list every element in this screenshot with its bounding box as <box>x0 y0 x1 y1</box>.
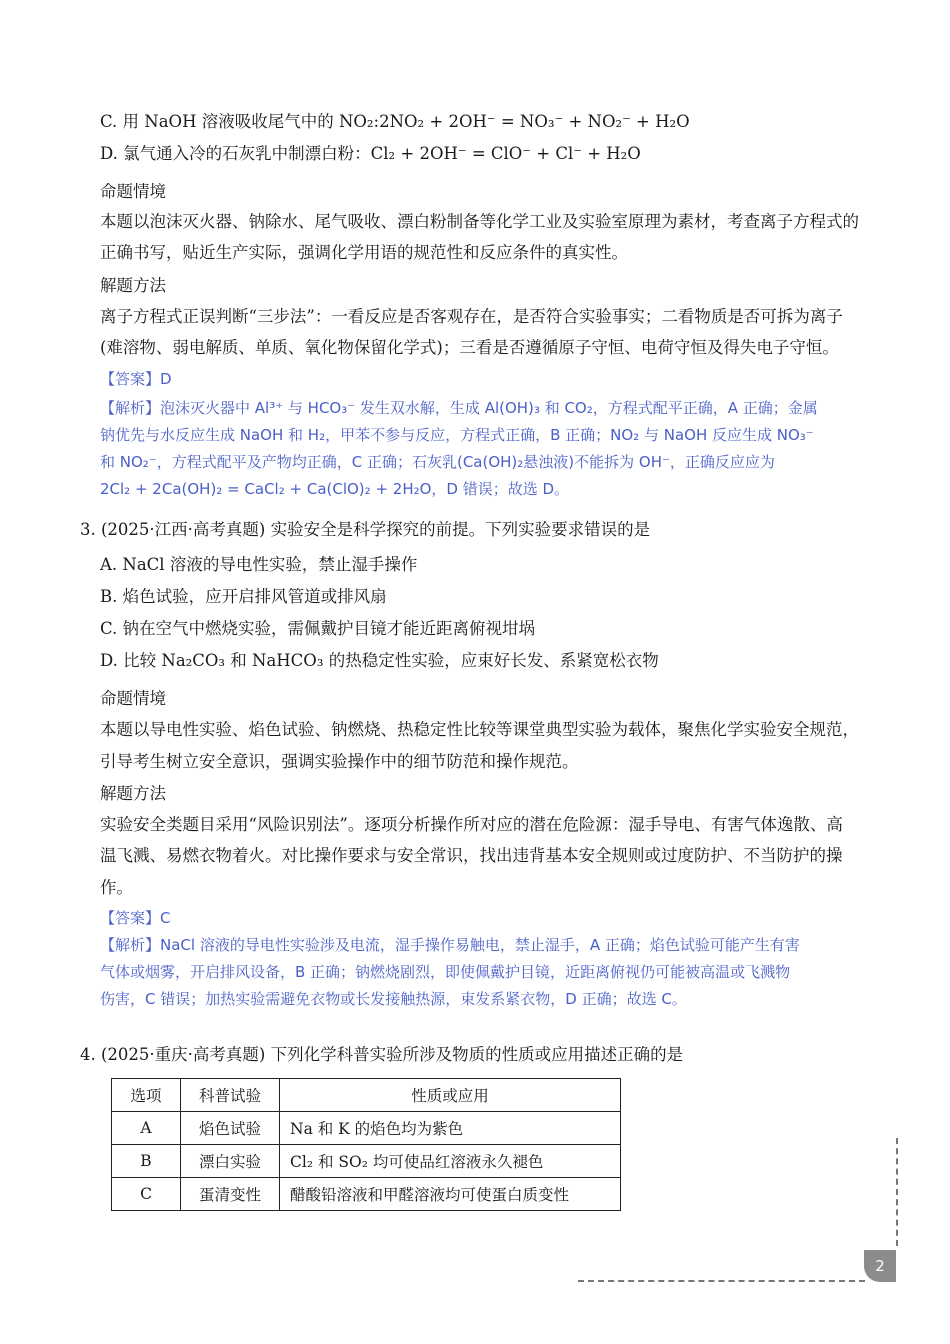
table-header-row <box>112 1079 621 1112</box>
q2-answer: 【答案】D <box>100 370 172 388</box>
q3-option-a: A. NaCl 溶液的导电性实验，禁止湿手操作 <box>100 555 418 574</box>
table-row <box>112 1145 621 1178</box>
q2-method-title: 解题方法 <box>100 276 166 295</box>
q3-method-line: 实验安全类题目采用“风险识别法”。逐项分析操作所对应的潜在危险源：湿手导电、有害气体逸散、高 <box>100 815 843 834</box>
q2-analysis-line: 和 NO₂⁻，方程式配平及产物均正确，C 正确；石灰乳(Ca(OH)₂悬浊液)不能拆为 OH⁻，正确反应应为 <box>100 453 775 471</box>
q3-analysis-line: 气体或烟雾，开启排风设备，B 正确；钠燃烧剧烈，即使佩戴护目镜，近距离俯视仍可能被高温或飞溅物 <box>100 963 791 981</box>
table-cell: 醋酸铅溶液和甲醛溶液均可使蛋白质变性 <box>280 1178 621 1211</box>
table-cell: 蛋清变性 <box>181 1178 280 1211</box>
q3-method-line: 作。 <box>100 878 133 897</box>
page-border-dashed <box>578 1280 865 1282</box>
q2-method-line: (难溶物、弱电解质、单质、氧化物保留化学式)；三看是否遵循原子守恒、电荷守恒及得失电子守恒。 <box>100 338 839 357</box>
q3-option-c: C. 钠在空气中燃烧实验，需佩戴护目镜才能近距离俯视坩埚 <box>100 619 536 638</box>
table-cell: 焰色试验 <box>181 1112 280 1145</box>
table-row <box>112 1178 621 1211</box>
q2-context-title: 命题情境 <box>100 182 166 201</box>
q3-option-b: B. 焰色试验，应开启排风管道或排风扇 <box>100 587 387 606</box>
q3-answer: 【答案】C <box>100 909 171 927</box>
q3-method-title: 解题方法 <box>100 784 166 803</box>
q2-analysis-line: 【解析】泡沫灭火器中 Al³⁺ 与 HCO₃⁻ 发生双水解，生成 Al(OH)₃ 和 CO₂，方程式配平正确，A 正确；金属 <box>100 399 818 417</box>
table-header: 选项 <box>112 1079 181 1112</box>
page-border-dashed <box>896 1138 898 1246</box>
q2-analysis-line: 2Cl₂ + 2Ca(OH)₂ = CaCl₂ + Ca(ClO)₂ + 2H₂O，D 错误；故选 D。 <box>100 480 570 498</box>
q2-context-line: 正确书写，贴近生产实际，强调化学用语的规范性和反应条件的真实性。 <box>100 243 628 262</box>
q2-method-line: 离子方程式正误判断“三步法”：一看反应是否客观存在，是否符合实验事实；二看物质是否可拆为离子 <box>100 307 843 326</box>
table-cell: Cl₂ 和 SO₂ 均可使品红溶液永久褪色 <box>280 1145 621 1178</box>
q3-context-line: 引导考生树立安全意识，强调实验操作中的细节防范和操作规范。 <box>100 752 579 771</box>
table-row <box>112 1112 621 1145</box>
q2-context-line: 本题以泡沫灭火器、钠除水、尾气吸收、漂白粉制备等化学工业及实验室原理为素材，考查离子方程式的 <box>100 212 859 231</box>
q3-method-line: 温飞溅、易燃衣物着火。对比操作要求与安全常识，找出违背基本安全规则或过度防护、不当防护的操 <box>100 846 843 865</box>
q3-context-title: 命题情境 <box>100 689 166 708</box>
table-cell: C <box>112 1178 181 1211</box>
q3-analysis-line: 伤害，C 错误；加热实验需避免衣物或长发接触热源，束发系紧衣物，D 正确；故选 C。 <box>100 990 687 1008</box>
q2-option-c: C. 用 NaOH 溶液吸收尾气中的 NO₂:2NO₂ + 2OH⁻ = NO₃⁻ + NO₂⁻ + H₂O <box>100 112 690 131</box>
table-header: 性质或应用 <box>280 1079 621 1112</box>
page-number: 2 <box>864 1250 896 1282</box>
q2-analysis-line: 钠优先与水反应生成 NaOH 和 H₂，甲苯不参与反应，方程式正确，B 正确；NO₂ 与 NaOH 反应生成 NO₃⁻ <box>100 426 814 444</box>
table-cell: B <box>112 1145 181 1178</box>
q2-option-d: D. 氯气通入冷的石灰乳中制漂白粉：Cl₂ + 2OH⁻ = ClO⁻ + Cl⁻ + H₂O <box>100 144 641 163</box>
q4-stem: 4. (2025·重庆·高考真题) 下列化学科普实验所涉及物质的性质或应用描述正确的是 <box>80 1045 684 1064</box>
table-cell: Na 和 K 的焰色均为紫色 <box>280 1112 621 1145</box>
q3-context-line: 本题以导电性实验、焰色试验、钠燃烧、热稳定性比较等课堂典型实验为载体，聚焦化学实验安全规范， <box>100 720 859 739</box>
table-header: 科普试验 <box>181 1079 280 1112</box>
q4-table <box>111 1078 621 1211</box>
table-cell: A <box>112 1112 181 1145</box>
q3-analysis-line: 【解析】NaCl 溶液的导电性实验涉及电流，湿手操作易触电，禁止湿手，A 正确；焰色试验可能产生有害 <box>100 936 800 954</box>
q3-option-d: D. 比较 Na₂CO₃ 和 NaHCO₃ 的热稳定性实验，应束好长发、系紧宽松衣物 <box>100 651 659 670</box>
q3-stem: 3. (2025·江西·高考真题) 实验安全是科学探究的前提。下列实验要求错误的是 <box>80 520 651 539</box>
table-cell: 漂白实验 <box>181 1145 280 1178</box>
